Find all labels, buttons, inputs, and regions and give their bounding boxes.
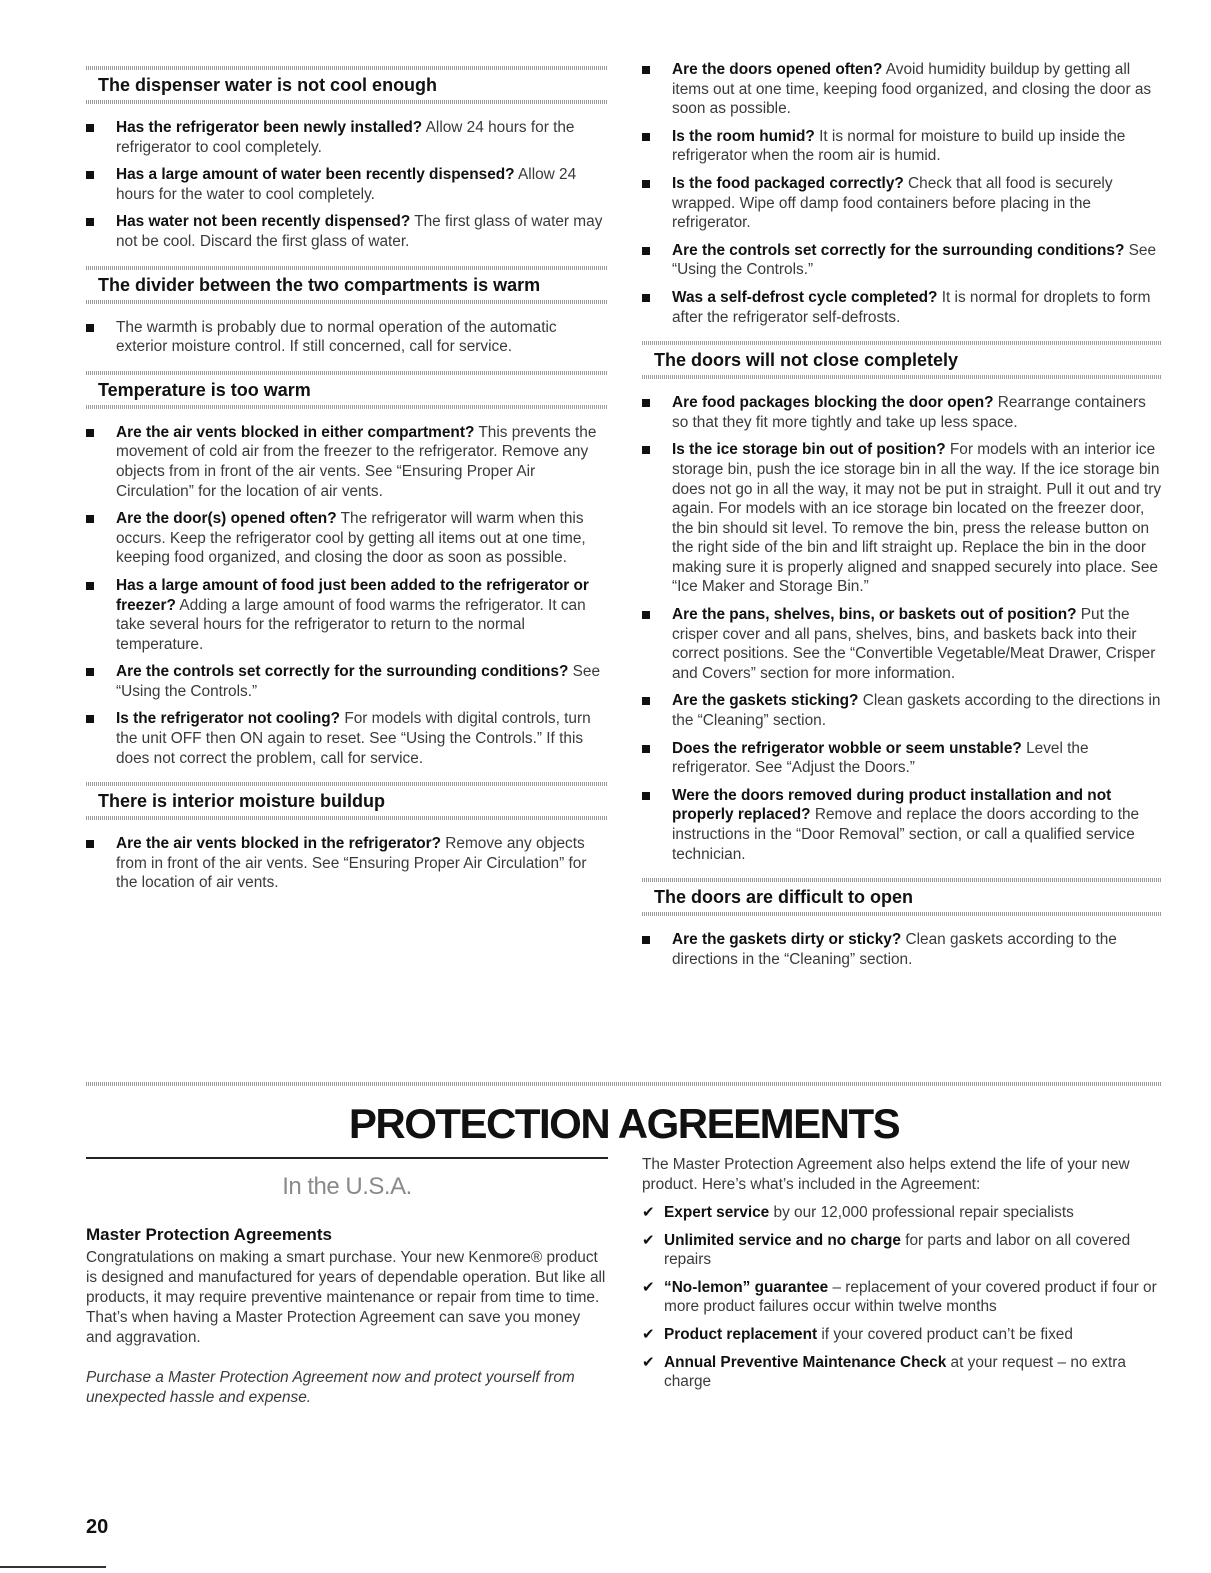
item-question: Are the door(s) opened often? [116, 510, 337, 528]
bullet-icon [642, 294, 650, 302]
item-list [86, 834, 608, 893]
bullet-icon [642, 745, 650, 753]
bullet-icon [86, 171, 94, 179]
region-title: In the U.S.A. [282, 1173, 412, 1200]
list-item [86, 709, 608, 768]
purchase-note: Purchase a Master Protection Agreement now and protect yourself from unexpected hassle and expense. [86, 1369, 575, 1406]
benefit-item [642, 1325, 1162, 1345]
item-text: Allow 24 hours for the water to cool completely. [116, 166, 577, 203]
left-column [86, 66, 608, 907]
item-question: Is the ice storage bin out of position? [672, 441, 946, 459]
section-title: The divider between the two compartments is warm [98, 274, 541, 295]
section-title: Temperature is too warm [98, 379, 311, 400]
benefit-title: Unlimited service and no charge [664, 1231, 901, 1249]
bullet-icon [86, 124, 94, 132]
benefit-title: Annual Preventive Maintenance Check [664, 1353, 947, 1371]
item-question: Are the controls set correctly for the surrounding conditions? [116, 663, 569, 681]
checkmark-icon: ✔ [642, 1352, 655, 1371]
item-question: Are the pans, shelves, bins, or baskets out of position? [672, 606, 1077, 624]
list-item [642, 605, 1162, 683]
section-heading [642, 878, 1162, 916]
item-text: Put the crisper cover and all pans, shelves, bins, and baskets back into their correct positions. See the “Convertible Vegetable/Meat Drawer, Crisper and Covers” section for more information. [672, 606, 1156, 682]
bullet-icon [86, 515, 94, 523]
benefit-title: “No-lemon” guarantee [664, 1278, 829, 1296]
list-item [642, 393, 1162, 432]
benefits-intro: The Master Protection Agreement also helps extend the life of your new product. Here’s what’s included in the Agreement: [642, 1156, 1130, 1193]
item-question: Are the doors opened often? [672, 61, 883, 78]
item-text: Adding a large amount of food warms the refrigerator. It can take several hours for the refrigerator to return to the normal temperature. [116, 596, 586, 653]
item-text: Clean gaskets according to the directions in the “Cleaning” section. [672, 692, 1161, 730]
section-title: There is interior moisture buildup [98, 791, 386, 812]
item-text: See “Using the Controls.” [116, 663, 601, 700]
item-question: Are the air vents blocked in either compartment? [116, 423, 475, 441]
list-item [86, 318, 608, 357]
list-item [86, 576, 608, 654]
bullet-icon [86, 429, 94, 437]
item-text: Remove and replace the doors according to the instructions in the “Door Removal” section, or call a qualified service technician. [672, 806, 1140, 863]
list-item [642, 241, 1162, 280]
bullet-icon [86, 218, 94, 226]
list-item [642, 440, 1162, 597]
section-heading [86, 66, 608, 104]
benefit-title: Expert service [664, 1204, 770, 1221]
section-heading [86, 782, 608, 820]
item-list [86, 423, 608, 769]
list-item [86, 212, 608, 251]
bullet-icon [642, 611, 650, 619]
benefit-item [642, 1278, 1162, 1317]
list-item [642, 930, 1162, 969]
bullet-icon [642, 697, 650, 705]
bullet-icon [642, 133, 650, 141]
item-question: Was a self-defrost cycle completed? [672, 288, 938, 306]
benefit-item [642, 1203, 1162, 1223]
item-question: Are the controls set correctly for the surrounding conditions? [672, 241, 1125, 259]
item-question: Has the refrigerator been newly installed? [116, 119, 423, 136]
benefit-text: if your covered product can’t be fixed [817, 1325, 1073, 1343]
bullet-icon [642, 936, 650, 944]
benefit-text: by our 12,000 professional repair specialists [769, 1204, 1074, 1221]
checkmark-icon: ✔ [642, 1324, 655, 1343]
divider [86, 1157, 608, 1159]
list-item [642, 786, 1162, 864]
footer-rule [0, 1566, 106, 1568]
list-item [642, 60, 1162, 119]
benefit-text: for parts and labor on all covered repairs [664, 1231, 1131, 1269]
page-title: PROTECTION AGREEMENTS [348, 1100, 900, 1147]
item-text: Clean gaskets according to the directions in the “Cleaning” section. [672, 931, 1117, 968]
item-question: Has a large amount of water been recently dispensed? [116, 166, 515, 184]
page-number: 20 [86, 1516, 109, 1538]
item-list [86, 318, 608, 357]
list-item [86, 509, 608, 568]
list-item [642, 288, 1162, 327]
item-text: Avoid humidity buildup by getting all items out at one time, keeping food organized, and closing the door as soon as possible. [672, 61, 1152, 118]
item-list [642, 930, 1162, 969]
section-heading [642, 341, 1162, 379]
item-text: For models with an interior ice storage bin, push the ice storage bin in all the way. If the ice storage bin does not go in all the way, it may not be put in straight. Pull it out and try again. For models with an ice storage bin located on the freezer door, the bin should sit level. To remove the bin, press the release button on the right side of the bin and lift straight up. Replace the bin in the door making sure it is properly aligned and snapped securely into place. See “Ice Maker and Storage Bin.” [672, 441, 1162, 596]
list-item [86, 165, 608, 204]
item-question: Are the air vents blocked in the refrigerator? [116, 835, 441, 853]
benefit-text: at your request – no extra charge [664, 1353, 1126, 1391]
list-item [86, 662, 608, 701]
page-divider [86, 1082, 1162, 1086]
list-item [642, 174, 1162, 233]
list-item [642, 739, 1162, 778]
list-item [86, 423, 608, 501]
item-text: It is normal for droplets to form after the refrigerator self-defrosts. [672, 288, 1151, 326]
item-text: See “Using the Controls.” [672, 241, 1157, 279]
item-text: Rearrange containers so that they fit more tightly and take up less space. [672, 394, 1146, 431]
item-list [86, 118, 608, 252]
item-text: The first glass of water may not be cool. Discard the first glass of water. [116, 213, 603, 250]
list-item [642, 127, 1162, 166]
item-text: This prevents the movement of cold air from the freezer to the refrigerator. Remove any objects from in front of the air vents. See “Ensuring Proper Air Circulation” for the location of air vents. [116, 423, 597, 500]
list-item [86, 118, 608, 157]
intro-paragraph: Congratulations on making a smart purchase. Your new Kenmore® product is designed and manufactured for years of dependable operation. But like all products, it may require preventive maintenance or repair from time to time. That’s when having a Master Protection Agreement can save you money and aggravation. [86, 1249, 606, 1346]
bullet-icon [86, 324, 94, 332]
agreements-title: Master Protection Agreements [86, 1225, 332, 1244]
protection-right [642, 1155, 1162, 1400]
bullet-icon [642, 792, 650, 800]
bullet-icon [642, 399, 650, 407]
item-text: The warmth is probably due to normal operation of the automatic exterior moisture control. If still concerned, call for service. [116, 318, 557, 356]
section-title: The doors are difficult to open [654, 887, 914, 908]
item-question: Has a large amount of food just been added to the refrigerator or freezer? [116, 576, 589, 614]
item-question: Has water not been recently dispensed? [116, 213, 411, 231]
section-heading [86, 371, 608, 409]
list-item [86, 834, 608, 893]
bullet-icon [642, 247, 650, 255]
benefit-item [642, 1231, 1162, 1270]
benefit-title: Product replacement [664, 1325, 818, 1343]
bullet-icon [86, 582, 94, 590]
benefit-item [642, 1353, 1162, 1392]
checkmark-icon: ✔ [642, 1203, 655, 1221]
item-question: Are the gaskets sticking? [672, 692, 859, 710]
bullet-icon [86, 668, 94, 676]
item-question: Are the gaskets dirty or sticky? [672, 931, 902, 949]
list-item [642, 691, 1162, 730]
section-title: The doors will not close completely [654, 350, 959, 371]
section-title: The dispenser water is not cool enough [98, 75, 438, 95]
section-heading [86, 266, 608, 304]
item-question: Is the refrigerator not cooling? [116, 710, 341, 728]
item-list [642, 393, 1162, 864]
item-question: Is the food packaged correctly? [672, 174, 904, 192]
bullet-icon [642, 66, 650, 74]
checkmark-icon: ✔ [642, 1277, 655, 1296]
right-column [642, 60, 1162, 983]
item-text: Allow 24 hours for the refrigerator to cool completely. [116, 119, 575, 156]
item-question: Is the room humid? [672, 127, 815, 145]
bullet-icon [642, 180, 650, 188]
item-text: Level the refrigerator. See “Adjust the Doors.” [672, 739, 1089, 777]
bullet-icon [86, 840, 94, 848]
item-text: The refrigerator will warm when this occurs. Keep the refrigerator cool by getting all items out at one time, keeping food organized, and closing the door as soon as possible. [116, 510, 586, 567]
item-text: Remove any objects from in front of the air vents. See “Ensuring Proper Air Circulation” for the location of air vents. [116, 835, 587, 892]
benefits-list [642, 1203, 1162, 1392]
bullet-icon [642, 446, 650, 454]
benefit-text: – replacement of your covered product if four or more product failures occur within twelve months [664, 1278, 1157, 1316]
item-question: Are food packages blocking the door open? [672, 394, 994, 412]
checkmark-icon: ✔ [642, 1230, 655, 1249]
item-text: It is normal for moisture to build up inside the refrigerator when the room air is humid. [672, 127, 1126, 165]
item-text: Check that all food is securely wrapped. Wipe off damp food containers before placing in the refrigerator. [672, 174, 1113, 232]
item-question: Were the doors removed during product installation and not properly replaced? [672, 786, 1112, 824]
protection-left [86, 1157, 608, 1428]
item-text: For models with digital controls, turn the unit OFF then ON again to reset. See “Using the Controls.” If this does not correct the problem, call for service. [116, 710, 591, 767]
bullet-icon [86, 715, 94, 723]
item-question: Does the refrigerator wobble or seem unstable? [672, 739, 1022, 757]
item-list [642, 60, 1162, 327]
